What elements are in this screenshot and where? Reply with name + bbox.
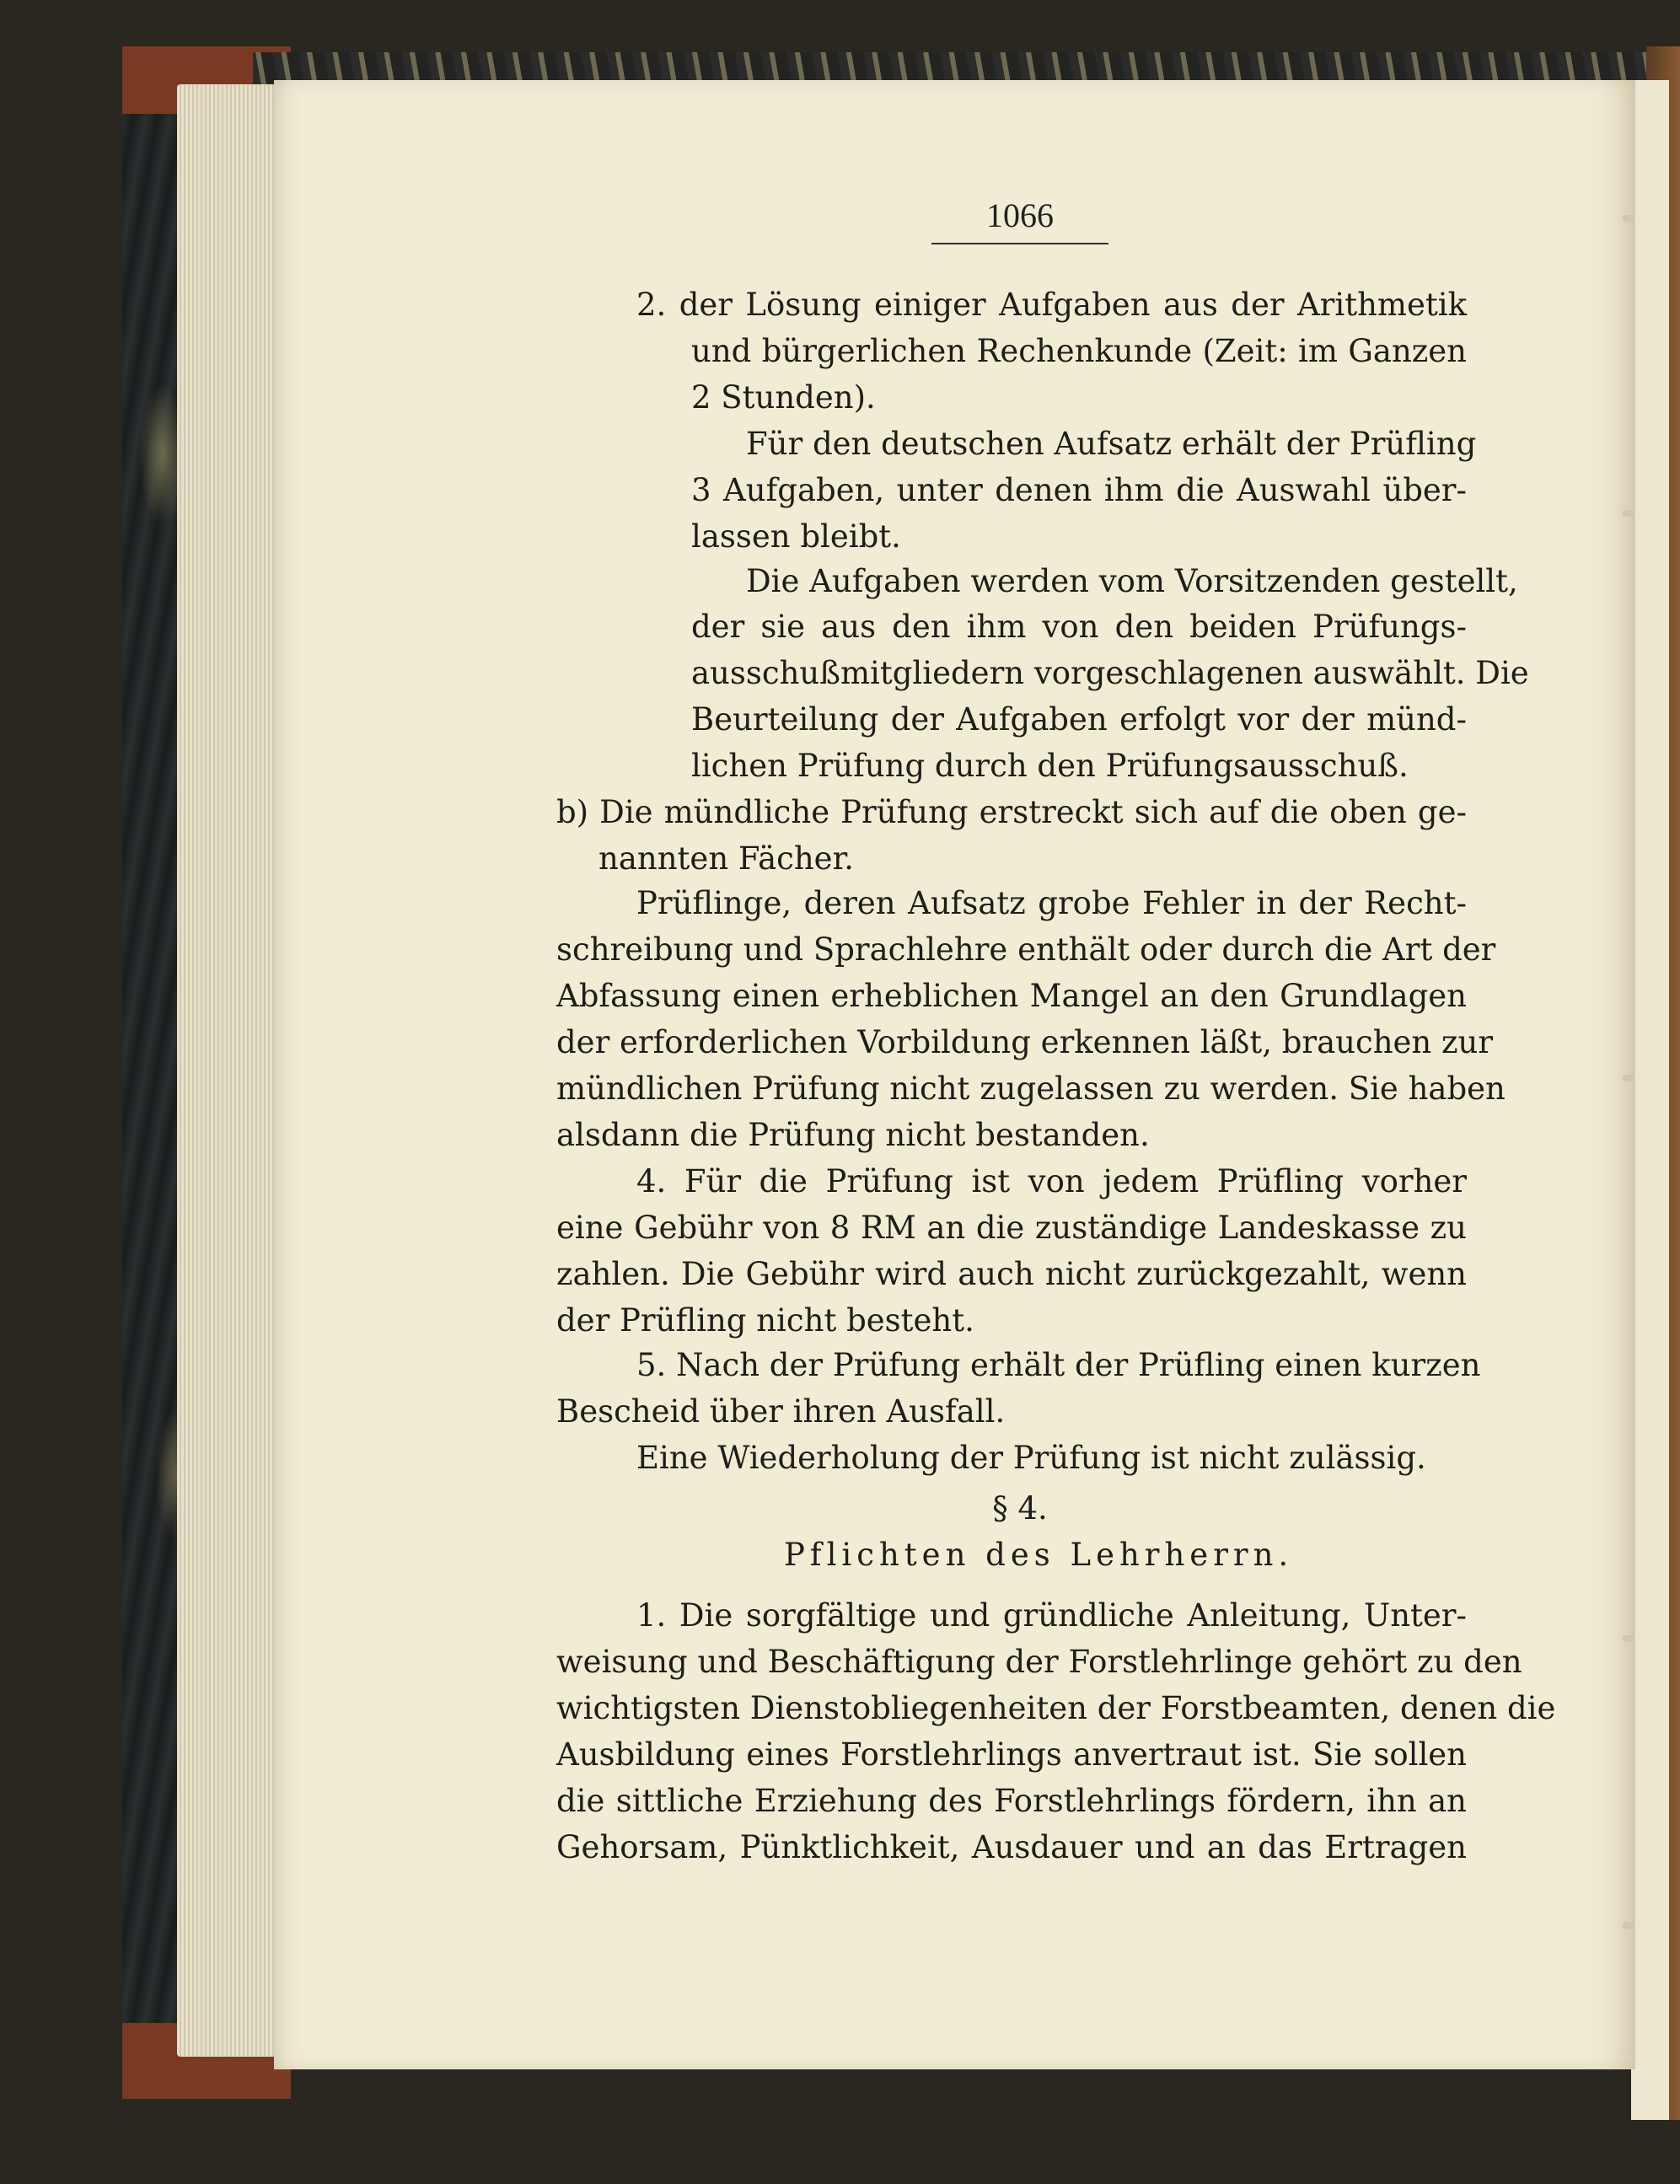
text-line: 1. Die sorgfältige und gründliche Anleitung, Unter-	[636, 1597, 1467, 1634]
text-line: Die Aufgaben werden vom Vorsitzenden gestellt,	[746, 563, 1518, 599]
section-title: Pflichten des Lehrherrn.	[784, 1537, 1294, 1573]
text-line: mündlichen Prüfung nicht zugelassen zu werden. Sie haben	[556, 1071, 1506, 1107]
binding-stitch	[1623, 215, 1634, 222]
text-line: die sittliche Erziehung des Forstlehrlings fördern, ihn an	[556, 1783, 1467, 1819]
facing-page-edge	[1631, 80, 1669, 2120]
text-line: 3 Aufgaben, unter denen ihm die Auswahl über-	[691, 472, 1467, 508]
text-line: der erforderlichen Vorbildung erkennen läßt, brauchen zur	[556, 1024, 1494, 1060]
section-heading: § 4.	[992, 1490, 1048, 1527]
text-line: 4. Für die Prüfung ist von jedem Prüfling vorher	[636, 1163, 1467, 1199]
binding-stitch	[1623, 1922, 1634, 1929]
text-line: lassen bleibt.	[691, 518, 901, 555]
text-line: eine Gebühr von 8 RM an die zuständige Landeskasse zu	[556, 1210, 1467, 1246]
text-line: Bescheid über ihren Ausfall.	[556, 1393, 1006, 1430]
text-line: schreibung und Sprachlehre enthält oder durch die Art der	[556, 931, 1496, 968]
text-line: nannten Fächer.	[598, 840, 854, 877]
text-line: 5. Nach der Prüfung erhält der Prüfling einen kurzen	[636, 1347, 1481, 1383]
text-line: Eine Wiederholung der Prüfung ist nicht zulässig.	[636, 1440, 1426, 1476]
text-line: b) Die mündliche Prüfung erstreckt sich auf die oben ge-	[556, 794, 1467, 830]
page-stack-edges	[177, 84, 278, 2057]
text-line: Für den deutschen Aufsatz erhält der Prüfling	[746, 426, 1477, 462]
text-line: ausschußmitgliedern vorgeschlagenen auswählt. Die	[691, 655, 1529, 691]
text-line: 2. der Lösung einiger Aufgaben aus der Arithmetik	[636, 287, 1467, 323]
text-line: wichtigsten Dienstobliegenheiten der Forstbeamten, denen die	[556, 1690, 1556, 1726]
text-line: alsdann die Prüfung nicht bestanden.	[556, 1117, 1150, 1153]
text-line: weisung und Beschäftigung der Forstlehrlinge gehört zu den	[556, 1644, 1522, 1680]
text-line: Beurteilung der Aufgaben erfolgt vor der münd-	[691, 701, 1467, 738]
page-number-rule	[931, 243, 1108, 244]
binding-stitch	[1623, 1075, 1634, 1081]
text-line: der sie aus den ihm von den beiden Prüfungs-	[691, 609, 1467, 645]
binding-stitch	[1623, 510, 1634, 517]
page-number: 1066	[986, 196, 1054, 234]
text-line: der Prüfling nicht besteht.	[556, 1302, 974, 1339]
text-line: Gehorsam, Pünktlichkeit, Ausdauer und an das Ertragen	[556, 1829, 1467, 1865]
text-line: 2 Stunden).	[691, 379, 876, 416]
binding-stitch	[1623, 1635, 1634, 1642]
text-line: zahlen. Die Gebühr wird auch nicht zurückgezahlt, wenn	[556, 1256, 1467, 1292]
text-line: Ausbildung eines Forstlehrlings anvertraut ist. Sie sollen	[556, 1736, 1467, 1773]
text-line: lichen Prüfung durch den Prüfungsausschuß.	[691, 748, 1409, 784]
text-line: Prüflinge, deren Aufsatz grobe Fehler in der Recht-	[636, 885, 1467, 921]
text-line: und bürgerlichen Rechenkunde (Zeit: im Ganzen	[691, 333, 1467, 369]
text-line: Abfassung einen erheblichen Mangel an den Grundlagen	[556, 978, 1467, 1014]
